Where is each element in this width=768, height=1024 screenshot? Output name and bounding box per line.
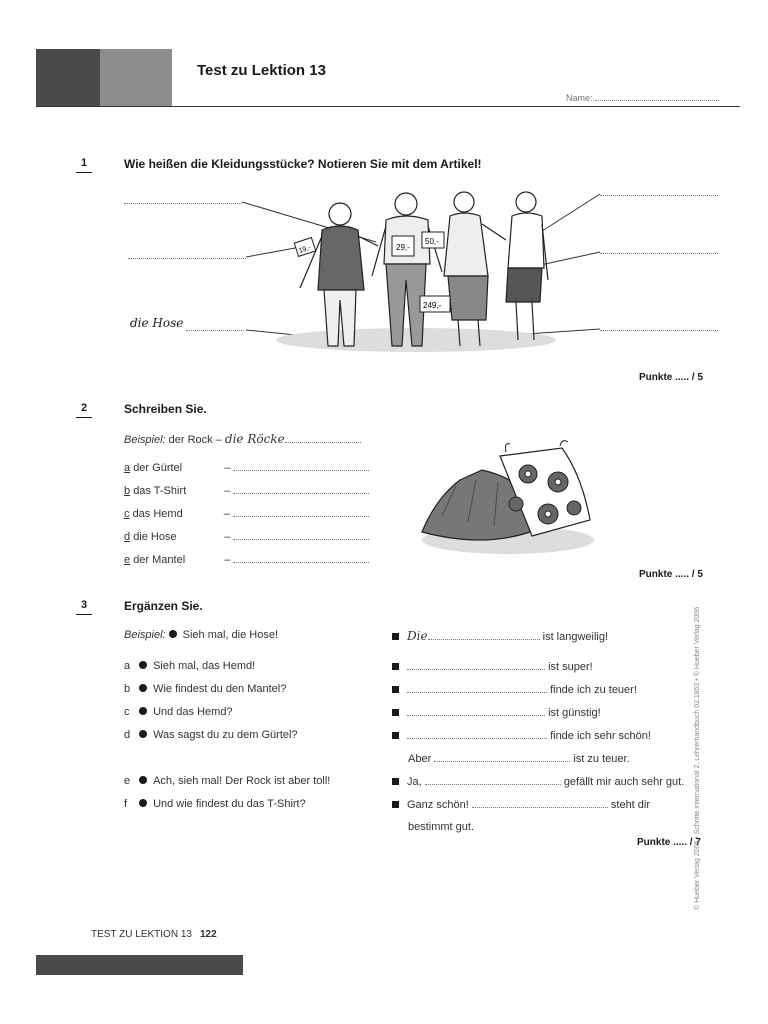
task-3-item-response-pre: Ja, [407, 776, 422, 788]
person-3 [444, 192, 506, 346]
task-3-number: 3 [76, 599, 92, 611]
task-2-item-letter: e [124, 554, 131, 566]
task-3-item-a-response [392, 660, 593, 673]
header-rule [36, 106, 740, 107]
task-3-example-label: Beispiel: [124, 629, 166, 641]
page-title: Test zu Lektion 13 [197, 62, 326, 79]
task-3-item-e-response [392, 775, 684, 788]
task-2-item-word: der Gürtel [133, 462, 183, 474]
person-4 [506, 192, 548, 340]
task-3-item-response-text: steht dir [610, 799, 651, 811]
task-2-item-letter: d [124, 531, 131, 543]
task-3-item-letter: a [124, 660, 131, 672]
footer [91, 929, 217, 940]
shirts-illustration [412, 436, 594, 562]
task-3-item-prompt: Sieh mal, das Hemd! [153, 660, 256, 672]
task-3-item-response-text: finde ich zu teuer! [550, 684, 637, 696]
task-3-item-f-prompt [124, 798, 306, 810]
task-3-item-f-answer[interactable] [472, 798, 608, 808]
footer-bar [36, 955, 243, 975]
speaker-b-square-icon [392, 686, 399, 693]
speaker-a-bullet-icon [169, 630, 177, 638]
task-3-item-prompt: Und wie findest du das T-Shirt? [153, 798, 306, 810]
task-3-item-b-answer[interactable] [407, 683, 547, 693]
task-3-item-response-text: ist super! [548, 661, 593, 673]
task-3-item-d-continuation-post: ist zu teuer. [573, 753, 630, 765]
task-2-item-word: die Hose [133, 531, 177, 543]
price-tag-249: 249,- [423, 301, 442, 310]
task-3-example-answer-rest: ist langweilig! [542, 631, 609, 643]
task-2-item-d [124, 530, 369, 543]
task-3-item-response-text: gefällt mir auch sehr gut. [563, 776, 685, 788]
task-3-item-d-second-answer[interactable] [434, 752, 570, 762]
task-2-item-letter: b [124, 485, 131, 497]
task-3-item-b-response [392, 683, 637, 696]
task-2-number: 2 [76, 402, 92, 414]
task-2-example-word: der Rock – [168, 434, 222, 446]
task-3-score: Punkte ..... / 7 [637, 837, 701, 848]
task-3-item-d-continuation [408, 752, 630, 765]
task-2-item-dash: – [224, 531, 231, 543]
task-2-example-dots [285, 433, 361, 443]
task-3-item-d-continuation-pre: Aber [408, 753, 432, 765]
task-2-example-label: Beispiel: [124, 434, 166, 446]
task-3-item-response-text: finde ich sehr schön! [550, 730, 651, 742]
person-2 [372, 193, 442, 346]
task-3-item-prompt: Was sagst du zu dem Gürtel? [153, 729, 298, 741]
task-3-item-d-response [392, 729, 651, 742]
task-2-item-word: das Hemd [132, 508, 183, 520]
task-3-item-response-text: ist günstig! [548, 707, 601, 719]
speaker-b-square-icon [392, 732, 399, 739]
speaker-a-bullet-icon [139, 661, 147, 669]
task-3-item-prompt: Ach, sieh mal! Der Rock ist aber toll! [153, 775, 331, 787]
task-3-item-d-answer[interactable] [407, 729, 547, 739]
task-3-item-c-answer[interactable] [407, 706, 545, 716]
speaker-a-bullet-icon [139, 730, 147, 738]
task-3-item-prompt: Und das Hemd? [153, 706, 233, 718]
task-3-item-a-prompt [124, 660, 255, 672]
task-2-item-dash: – [223, 508, 230, 520]
task-3-item-letter: e [124, 775, 131, 787]
task-1-example-answer: die Hose [130, 316, 184, 330]
header-grey-block [100, 49, 172, 107]
task-2-item-a [124, 461, 369, 474]
price-tag-29: 29,- [396, 243, 410, 252]
task-2-item-e-answer[interactable] [233, 553, 369, 563]
speaker-a-bullet-icon [139, 776, 147, 784]
task-3-instruction: Ergänzen Sie. [124, 599, 203, 613]
task-2-item-e [124, 553, 369, 566]
task-2-item-c [124, 507, 369, 520]
task-3-item-letter: d [124, 729, 131, 741]
name-label: Name: [566, 93, 593, 103]
task-3-item-c-prompt [124, 706, 233, 718]
task-1-number: 1 [76, 157, 92, 169]
side-copyright: © Hueber Verlag 2006 • Schritte international 2, Lehrerhandbuch 02.1852 • © Hueber Verlag 2006 [694, 606, 701, 910]
task-2-item-word: der Mantel [133, 554, 186, 566]
task-2-item-b [124, 484, 369, 497]
answer-line-1-right-bottom[interactable] [600, 329, 718, 331]
task-3-item-prompt: Wie findest du den Mantel? [153, 683, 287, 695]
clothing-illustration [236, 180, 606, 370]
task-3-item-letter: c [124, 706, 130, 718]
task-3-example-answer: Die [407, 629, 428, 643]
price-tag-50: 50,- [425, 237, 439, 246]
speaker-a-bullet-icon [139, 707, 147, 715]
name-dotted-line [595, 92, 719, 101]
task-2-item-c-answer[interactable] [233, 507, 369, 517]
header-dark-block [36, 49, 100, 107]
name-field[interactable] [566, 92, 719, 103]
answer-line-1-right-top[interactable] [600, 194, 718, 196]
task-2-score: Punkte ..... / 5 [639, 569, 703, 580]
task-1-score: Punkte ..... / 5 [639, 372, 703, 383]
task-2-item-dash: – [224, 554, 231, 566]
task-2-item-b-answer[interactable] [233, 484, 369, 494]
page-number: 122 [199, 929, 217, 940]
task-3-item-b-prompt [124, 683, 286, 695]
task-3-item-f-continuation: bestimmt gut. [408, 821, 475, 833]
footer-label: TEST ZU LEKTION 13 [91, 929, 192, 940]
task-2-item-dash: – [224, 462, 231, 474]
task-3-item-response-pre: Ganz schön! [407, 799, 469, 811]
speaker-a-bullet-icon [139, 799, 147, 807]
answer-line-1-right-mid[interactable] [600, 252, 718, 254]
speaker-b-square-icon [392, 633, 399, 640]
task-2-item-letter: c [124, 508, 130, 520]
task-3-item-e-answer[interactable] [425, 775, 561, 785]
task-2-example [124, 432, 361, 446]
task-3-item-c-response [392, 706, 601, 719]
task-2-example-answer: die Röcke [224, 432, 285, 446]
task-3-item-f-response [392, 798, 650, 811]
price-tag-19: 19,- [298, 244, 312, 255]
task-2-instruction: Schreiben Sie. [124, 402, 207, 416]
task-2-item-word: das T-Shirt [133, 485, 187, 497]
task-3-item-e-prompt [124, 775, 330, 787]
task-3-item-letter: f [124, 798, 128, 810]
task-1-instruction: Wie heißen die Kleidungsstücke? Notieren Sie mit dem Artikel! [124, 157, 482, 171]
task-2-item-d-answer[interactable] [233, 530, 369, 540]
task-2-item-a-answer[interactable] [233, 461, 369, 471]
speaker-a-bullet-icon [139, 684, 147, 692]
task-3-example-prompt-text: Sieh mal, die Hose! [182, 629, 279, 641]
task-3-item-d-prompt [124, 729, 298, 741]
task-3-example-dots [428, 630, 540, 640]
speaker-b-square-icon [392, 709, 399, 716]
task-3-example-prompt [124, 629, 278, 641]
speaker-b-square-icon [392, 801, 399, 808]
speaker-b-square-icon [392, 778, 399, 785]
person-1 [300, 203, 378, 346]
answer-line-1-left-top[interactable] [124, 202, 242, 204]
speaker-b-square-icon [392, 663, 399, 670]
answer-line-1-left-mid[interactable] [128, 257, 246, 259]
task-2-item-dash: – [224, 485, 231, 497]
task-3-example-response [392, 629, 608, 643]
task-3-item-a-answer[interactable] [407, 660, 545, 670]
task-3-item-letter: b [124, 683, 131, 695]
task-2-item-letter: a [124, 462, 131, 474]
